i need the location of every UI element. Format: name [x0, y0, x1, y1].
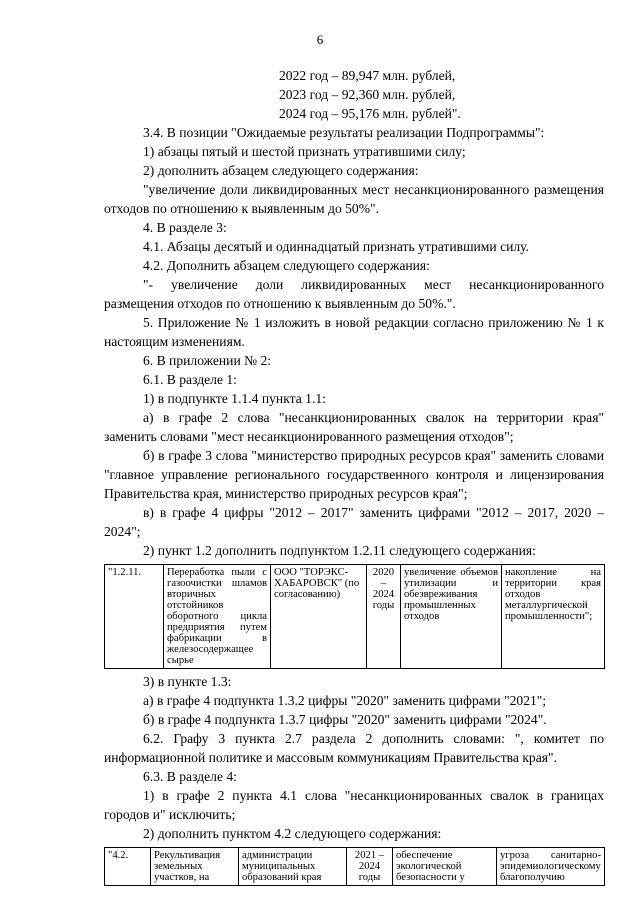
- budget-line-2022: 2022 год – 89,947 млн. рублей,: [279, 68, 456, 83]
- paragraph: "- увеличение доли ликвидированных мест несанкционированного размещения отходов по отношению к выявленным до 50%.".: [104, 277, 604, 311]
- paragraph: б) в графе 3 слова "министерство природных ресурсов края" заменить словами "главное управление регионального государственного контроля и лицензирования Правительства края, министерство природных ресурсов края";: [104, 448, 604, 501]
- paragraph: б) в графе 4 подпункта 1.3.7 цифры "2020" заменить цифрами "2024".: [143, 712, 547, 727]
- paragraph: 6.3. В разделе 4:: [143, 769, 237, 784]
- table-cell-measure: Рекультивация земельных участков, на: [151, 848, 239, 886]
- paragraph: 2) пункт 1.2 дополнить подпунктом 1.2.11 следующего содержания:: [143, 543, 536, 558]
- paragraph: а) в графе 2 слова "несанкционированных свалок на территории края" заменить словами "мест несанкционированного размещения отходов";: [104, 410, 604, 444]
- subitem-1-2-11-table: [104, 564, 605, 669]
- budget-line-2023: 2023 год – 92,360 млн. рублей,: [279, 87, 456, 102]
- table-cell-measure: Переработка пыли с газоочистки шламов вторичных отстойников оборотного цикла предприятия путем фабрикации в железосодержащее сырье: [164, 565, 271, 669]
- paragraph: 4.2. Дополнить абзацем следующего содержания:: [143, 258, 430, 273]
- paragraph: а) в графе 4 подпункта 1.3.2 цифры "2020" заменить цифрами "2021";: [143, 693, 547, 708]
- paragraph: 3) в пункте 1.3:: [143, 674, 232, 689]
- paragraph: 1) в подпункте 1.1.4 пункта 1.1:: [143, 391, 326, 406]
- paragraph: 2) дополнить абзацем следующего содержания:: [143, 163, 419, 178]
- paragraph: в) в графе 4 цифры "2012 – 2017" заменить цифрами "2012 – 2017, 2020 – 2024";: [104, 505, 604, 539]
- paragraph: 5. Приложение № 1 изложить в новой редакции согласно приложению № 1 к настоящим изменениям.: [104, 315, 604, 349]
- table-cell-number: "4.2.: [105, 848, 151, 886]
- table-cell-consequence: угроза санитарно-эпидемиологическому благополучию: [497, 848, 605, 886]
- table-cell-consequence: накопление на территории края отходов металлургической промышленности";: [502, 565, 605, 669]
- table-row: [105, 565, 605, 669]
- table-cell-result: обеспечение экологической безопасности у: [393, 848, 497, 886]
- paragraph: 3.4. В позиции "Ожидаемые результаты реализации Подпрограммы":: [143, 125, 545, 140]
- table-row: [105, 848, 605, 886]
- paragraph: 6.2. Графу 3 пункта 2.7 раздела 2 дополнить словами: ", комитет по информационной политике и массовым коммуникациям Правительства края".: [104, 731, 604, 765]
- document-body: [104, 66, 604, 889]
- paragraph: 6.1. В разделе 1:: [143, 372, 237, 387]
- paragraph: 4. В разделе 3:: [143, 220, 227, 235]
- budget-line-2024: 2024 год – 95,176 млн. рублей".: [279, 106, 461, 121]
- table-cell-executor: администрации муниципальных образований края: [239, 848, 347, 886]
- table-cell-result: увеличение объемов утилизации и обезвреживания промышленных отходов: [401, 565, 502, 669]
- table-cell-number: "1.2.11.: [105, 565, 164, 669]
- page-number: 6: [316, 32, 324, 47]
- item-4-2-table: [104, 847, 605, 886]
- paragraph: 4.1. Абзацы десятый и одиннадцатый признать утратившими силу.: [143, 239, 530, 254]
- paragraph: 1) абзацы пятый и шестой признать утратившими силу;: [143, 144, 466, 159]
- paragraph: 6. В приложении № 2:: [143, 353, 272, 368]
- table-cell-period: 2020 – 2024 годы: [367, 565, 401, 669]
- table-cell-executor: ООО "ТОРЭКС-ХАБАРОВСК" (по согласованию): [271, 565, 367, 669]
- paragraph: 1) в графе 2 пункта 4.1 слова "несанкционированных свалок в границах городов и" исключить;: [104, 788, 604, 822]
- paragraph: 2) дополнить пунктом 4.2 следующего содержания:: [143, 826, 442, 841]
- paragraph: "увеличение доли ликвидированных мест несанкционированного размещения отходов по отношению к выявленным до 50%".: [104, 182, 604, 216]
- table-cell-period: 2021 – 2024 годы: [347, 848, 393, 886]
